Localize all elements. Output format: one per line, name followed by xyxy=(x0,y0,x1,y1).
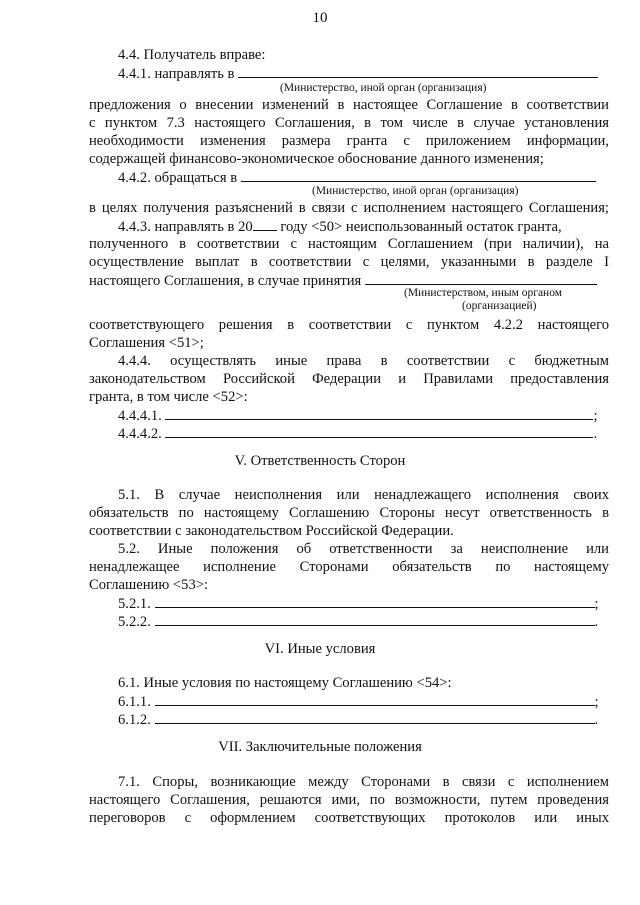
item-label: 6.1.1. xyxy=(118,694,151,710)
punct: . xyxy=(594,712,599,728)
paragraph-line: соответствии с законодательством Российской Федерации. xyxy=(89,523,454,539)
blank-line xyxy=(155,710,595,724)
blank-year xyxy=(253,217,277,231)
section-6-heading: VI. Иные условия xyxy=(264,641,376,657)
paragraph-line: 4.4.4. осуществлять иные права в соответствии с бюджетным xyxy=(118,353,609,369)
text: 4.4.3. направлять в 20 xyxy=(118,219,253,235)
paragraph-line: гранта, в том числе <52>: xyxy=(89,389,248,405)
item-label: 4.4.4.2. xyxy=(118,426,162,442)
punct: ; xyxy=(594,694,599,710)
item-label: 5.2.2. xyxy=(118,614,151,630)
punct: . xyxy=(593,426,598,442)
paragraph-line: осуществление выплат в соответствии с целями, указанными в разделе I xyxy=(89,254,609,270)
paragraph-line: законодательством Российской Федерации и Правилами предоставления xyxy=(89,371,609,387)
paragraph-line: ненадлежащее исполнение Сторонами обязательств по настоящему xyxy=(89,559,609,575)
paragraph-line: обязательств по настоящему Соглашению Стороны несут ответственность в xyxy=(89,505,609,521)
paragraph-line: полученного в соответствии с настоящим Соглашением (при наличии), на xyxy=(89,236,609,252)
paragraph-line: предложения о внесении изменений в настоящее Соглашение в соответствии xyxy=(89,97,609,113)
blank-line xyxy=(365,271,597,285)
clause-4-4-1-line xyxy=(118,64,609,83)
blank-line xyxy=(155,612,595,626)
paragraph-line: 5.1. В случае неисполнения или ненадлежащего исполнения своих xyxy=(118,487,609,503)
blank-line xyxy=(241,168,596,182)
paragraph-line: содержащей финансово-экономическое обоснование данного изменения; xyxy=(89,151,544,167)
paragraph-line: соответствующего решения в соответствии с пунктом 4.2.2 настоящего xyxy=(89,317,609,333)
item-6-1-2 xyxy=(118,710,609,729)
paragraph-line: 6.1. Иные условия по настоящему Соглашению <54>: xyxy=(118,675,452,691)
caption-ministry: (Министерство, иной орган (организация) xyxy=(280,82,487,94)
item-label: 4.4.4.1. xyxy=(118,408,162,424)
item-label: 6.1.2. xyxy=(118,712,151,728)
paragraph-line: 7.1. Споры, возникающие между Сторонами в связи с исполнением xyxy=(118,774,609,790)
page-number: 10 xyxy=(312,10,328,26)
caption-ministry: (Министерством, иным органом xyxy=(404,287,563,299)
clause-4-4-1-label: 4.4.1. направлять в xyxy=(118,66,235,82)
text: году <50> неиспользованный остаток гранта, xyxy=(280,219,562,235)
paragraph-line: в целях получения разъяснений в связи с исполнением настоящего Соглашения; xyxy=(89,200,609,216)
section-5-heading: V. Ответственность Сторон xyxy=(234,453,406,469)
paragraph-line: 5.2. Иные положения об ответственности за неисполнение или xyxy=(118,541,609,557)
item-label: 5.2.1. xyxy=(118,596,151,612)
blank-line xyxy=(238,64,598,78)
item-5-2-2 xyxy=(118,612,609,631)
item-5-2-1 xyxy=(118,594,609,613)
clause-4-4-title: 4.4. Получатель вправе: xyxy=(118,47,266,63)
punct: . xyxy=(594,614,599,630)
blank-line xyxy=(155,692,595,706)
paragraph-line: Соглашению <53>: xyxy=(89,577,209,593)
section-7-heading: VII. Заключительные положения xyxy=(218,739,422,755)
blank-line xyxy=(165,424,593,438)
blank-line xyxy=(165,406,593,420)
punct: ; xyxy=(594,596,599,612)
paragraph-line: Соглашения <51>; xyxy=(89,335,204,351)
text: настоящего Соглашения, в случае принятия xyxy=(89,273,362,289)
blank-line xyxy=(155,594,595,608)
paragraph-line: необходимости изменения размера гранта с приложением информации, xyxy=(89,133,609,149)
paragraph-line: переговоров с оформлением соответствующих протоколов или иных xyxy=(89,810,609,826)
paragraph-line: настоящего Соглашения, решаются ими, по возможности, путем проведения xyxy=(89,792,609,808)
item-4-4-4-2 xyxy=(118,424,609,443)
paragraph-line: с пунктом 7.3 настоящего Соглашения, в том числе в случае установления xyxy=(89,115,609,131)
punct: ; xyxy=(593,408,598,424)
item-4-4-4-1 xyxy=(118,406,609,425)
item-6-1-1 xyxy=(118,692,609,711)
clause-4-4-3-line xyxy=(118,217,609,236)
caption-organization: (организацией) xyxy=(462,300,537,312)
clause-4-4-2-label: 4.4.2. обращаться в xyxy=(118,170,238,186)
caption-ministry: (Министерство, иной орган (организация) xyxy=(312,185,519,197)
